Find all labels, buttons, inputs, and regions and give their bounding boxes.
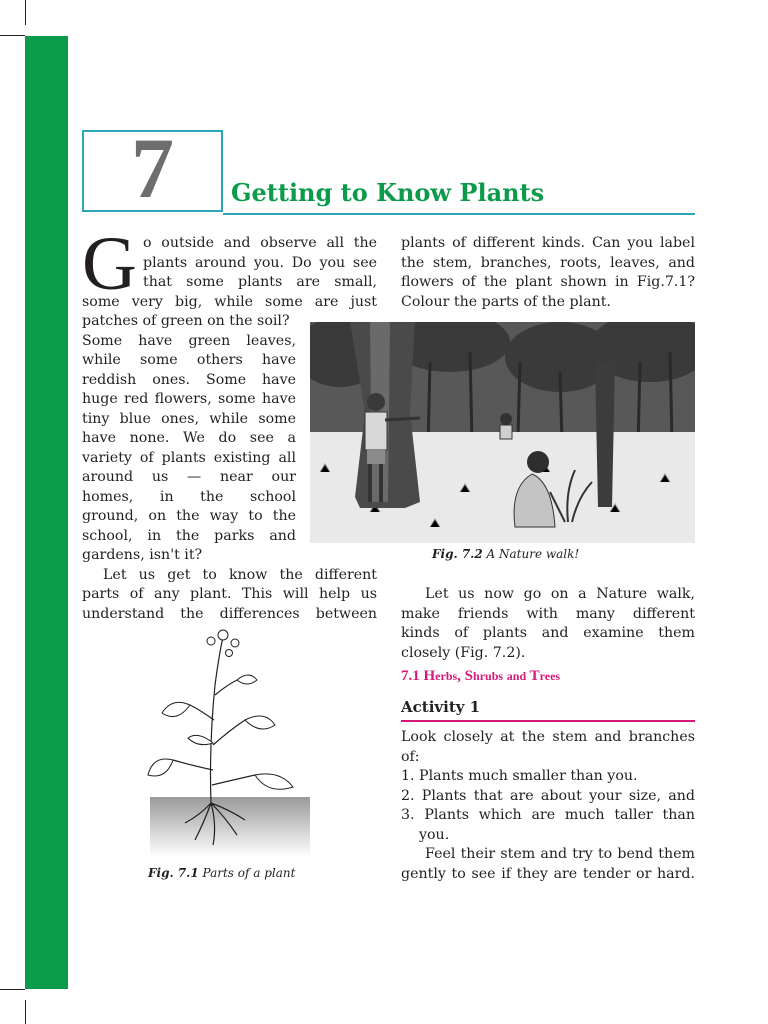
text-line: parts of any plant. This will help us [82, 586, 377, 602]
text-line: make friends with many different [401, 605, 695, 622]
chapter-title: Getting to Know Plants [231, 178, 545, 207]
text-line: o outside and observe all the [143, 235, 377, 251]
text-line: reddish ones. Some have [82, 371, 296, 388]
text-line: Let us now go on a Nature walk, [425, 586, 695, 602]
drop-cap: G [82, 222, 137, 306]
crop-mark [25, 0, 26, 25]
activity-body [401, 728, 695, 884]
text-line: variety of plants existing all [82, 449, 296, 466]
figure-label: Fig. 7.1 [148, 866, 199, 880]
title-rule [223, 213, 695, 215]
side-color-bar [25, 36, 68, 989]
nature-walk-paragraph [401, 585, 695, 663]
text-line: plants of different kinds. Can you label [401, 235, 695, 251]
text-line: have none. We do see a [82, 430, 296, 446]
figure-caption-text: A Nature walk! [486, 547, 580, 561]
text-line: Let us get to know the different [103, 566, 377, 583]
text-line: Feel their stem and try to bend them [425, 846, 695, 862]
crop-mark [25, 1000, 26, 1024]
text-line: tiny blue ones, while some [82, 410, 296, 427]
text-line: some very big, while some are just [82, 293, 377, 310]
intro-paragraph-top [143, 234, 377, 293]
text-line: the stem, branches, roots, leaves, and [401, 254, 695, 271]
crop-mark [0, 35, 25, 36]
list-item: 1. Plants much smaller than you. [401, 768, 638, 784]
text-line: patches of green on the soil? [82, 313, 290, 329]
text-line: understand the differences between [82, 605, 377, 622]
text-line: school, in the parks and [82, 527, 296, 544]
nature-walk-illustration [310, 322, 695, 543]
text-line: kinds of plants and examine them [401, 625, 695, 641]
text-line: of: [401, 748, 420, 765]
text-line: plants around you. Do you see [143, 254, 377, 271]
intro-paragraph-mid [82, 293, 377, 313]
figure-caption-7-2 [432, 547, 579, 561]
intro-paragraph-narrow [82, 312, 296, 566]
figure-caption-7-1 [148, 866, 295, 880]
text-line: homes, in the school [82, 488, 296, 505]
text-line: ground, on the way to the [82, 508, 296, 524]
text-line: Look closely at the stem and branches [401, 729, 695, 745]
text-line: flowers of the plant shown in Fig.7.1? [401, 274, 695, 290]
right-paragraph-top [401, 234, 695, 312]
list-item: 3. Plants which are much taller than [401, 807, 695, 823]
text-line: closely (Fig. 7.2). [401, 644, 526, 661]
text-line: gently to see if they are tender or hard. [401, 865, 695, 882]
crop-mark [0, 989, 25, 990]
section-heading: 7.1 Herbs, Shrubs and Trees [401, 668, 561, 684]
activity-title: Activity 1 [401, 698, 481, 716]
list-item: 2. Plants that are about your size, and [401, 787, 695, 804]
section-number: 7.1 [401, 668, 420, 684]
text-line: gardens, isn't it? [82, 547, 203, 563]
figure-label: Fig. 7.2 [432, 547, 483, 561]
plant-parts-illustration [145, 625, 315, 860]
chapter-number: 7 [131, 120, 174, 216]
text-line: that some plants are small, [143, 274, 377, 290]
text-line: huge red flowers, some have [82, 391, 296, 407]
intro-paragraph-2 [82, 566, 377, 625]
activity-rule [401, 720, 695, 722]
text-line: Colour the parts of the plant. [401, 293, 611, 310]
list-item-continuation: you. [419, 826, 450, 843]
figure-caption-text: Parts of a plant [202, 866, 296, 880]
text-line: while some others have [82, 352, 296, 368]
text-line: around us — near our [82, 469, 296, 485]
text-line: Some have green leaves, [82, 332, 296, 349]
